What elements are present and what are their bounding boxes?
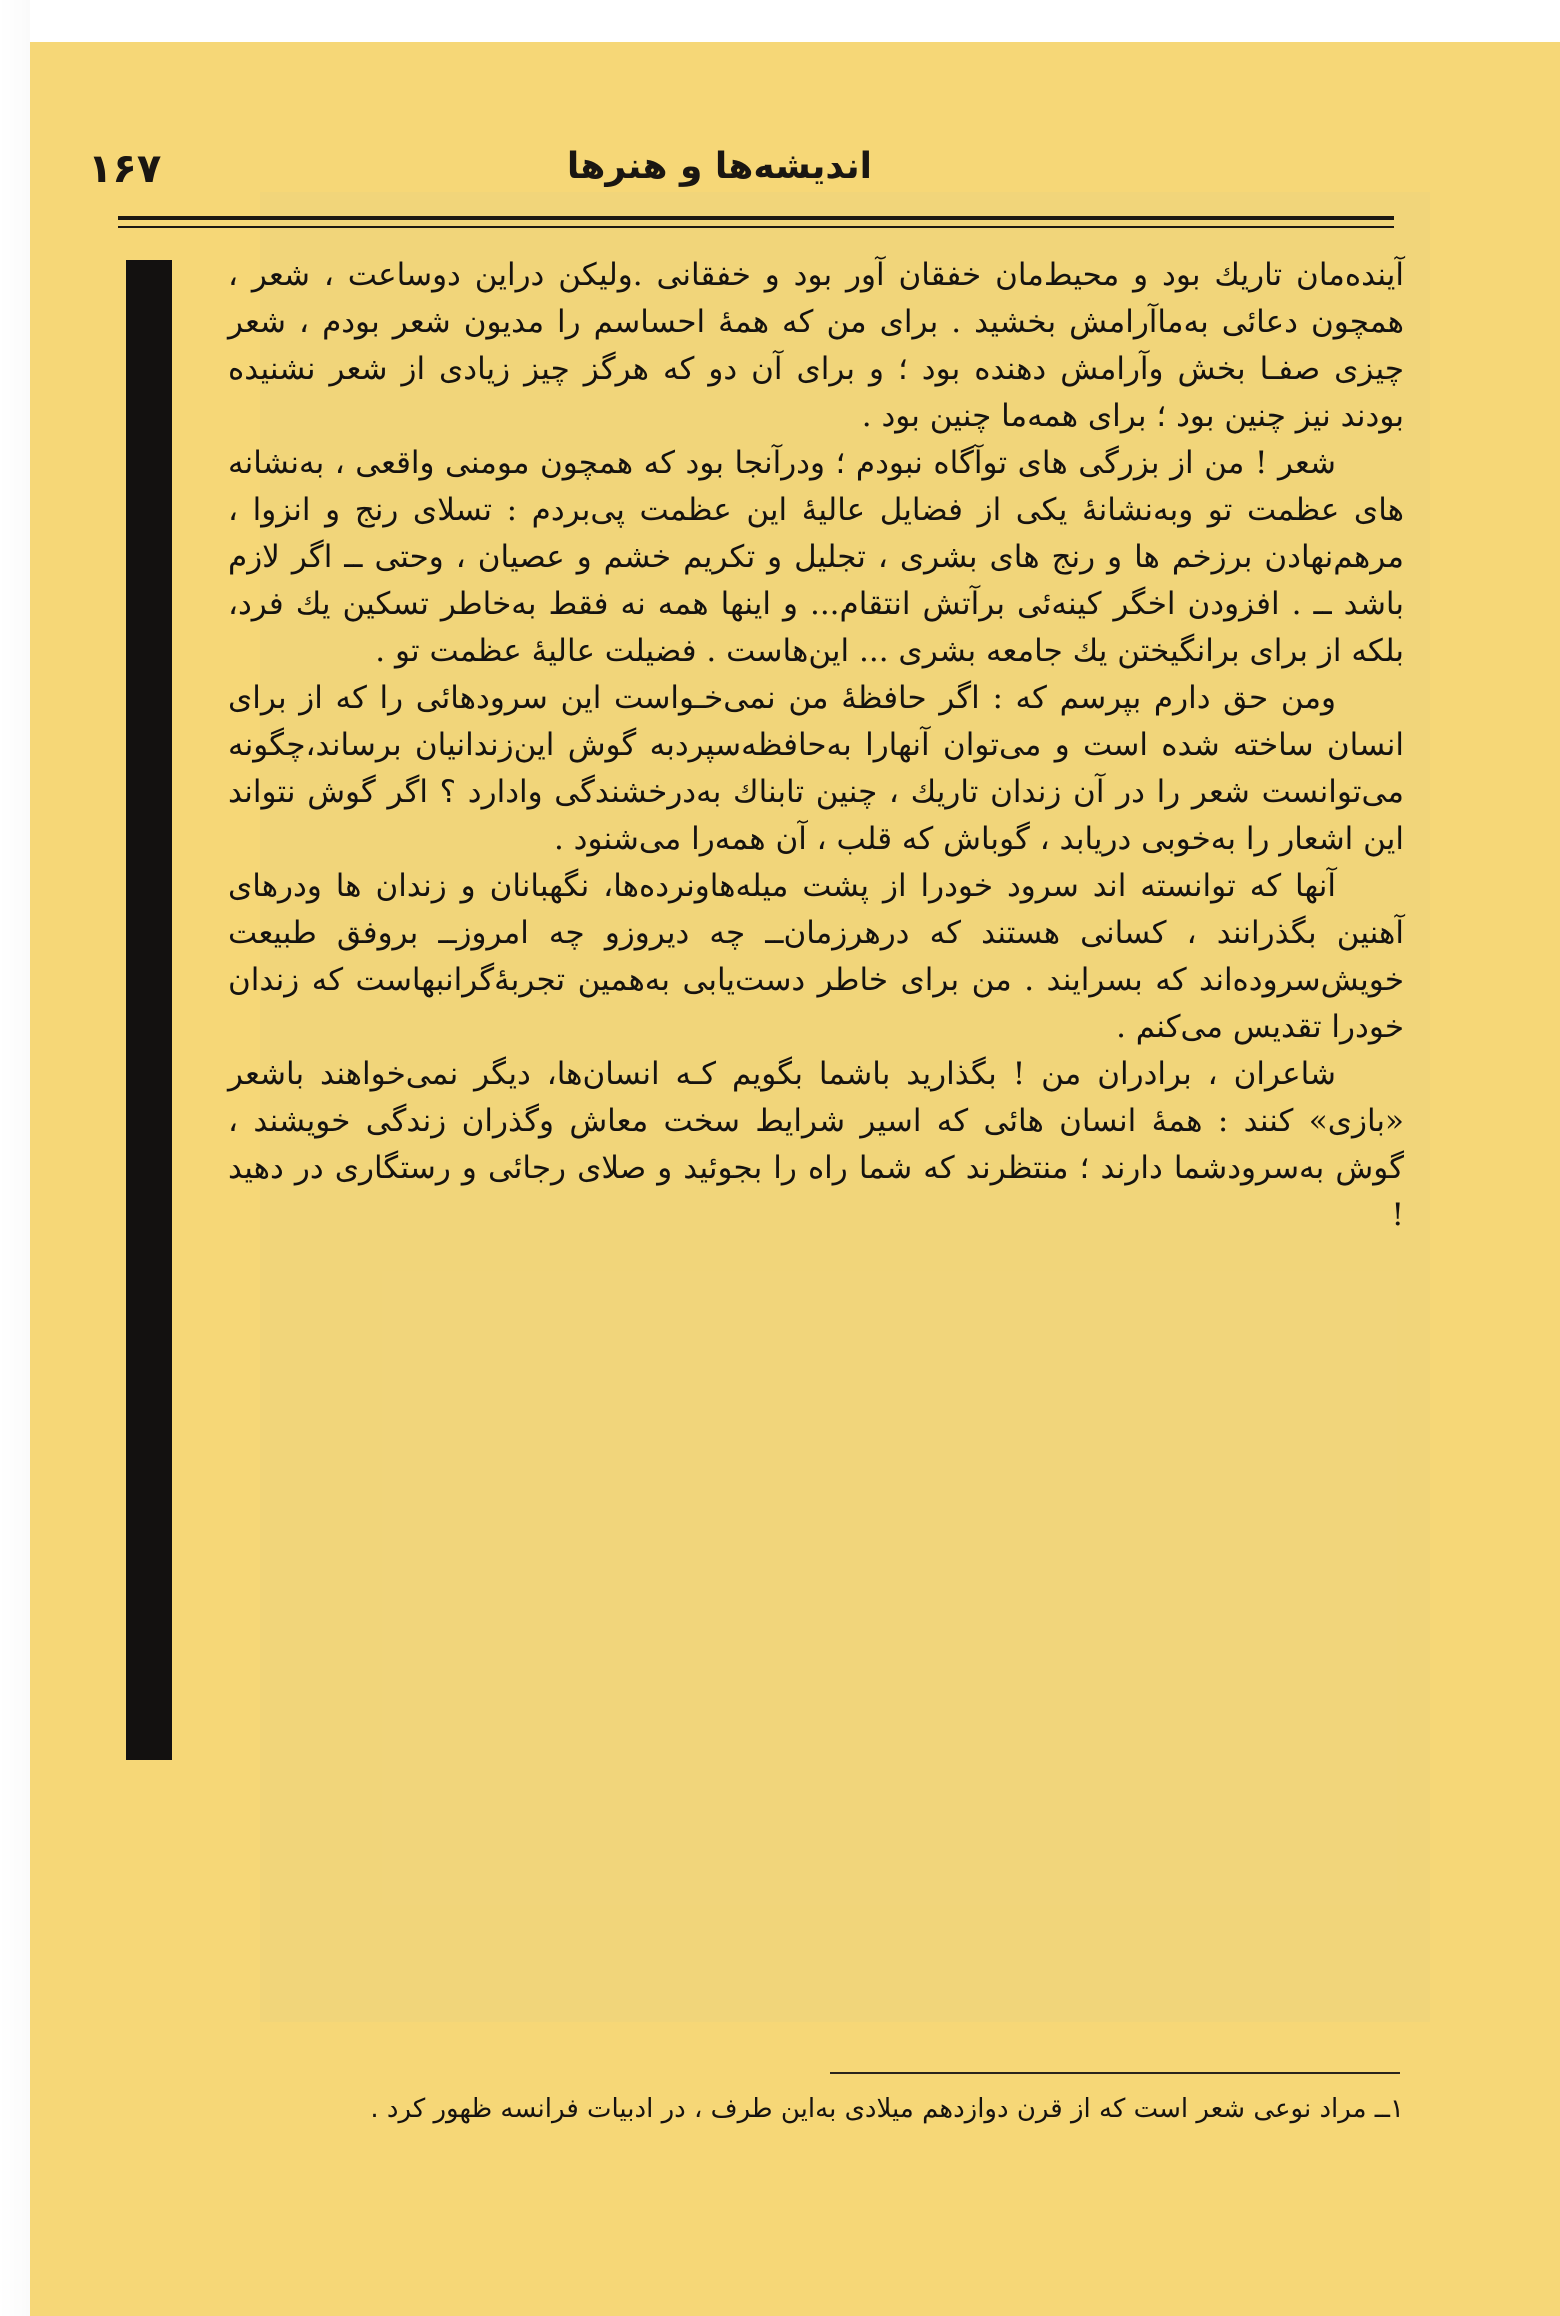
- margin-bar: [126, 260, 172, 1760]
- paragraph: آنها که توانسته اند سرود خودرا از پشت میله‌هاونرده‌ها، نگهبانان و زندان ها ودرهای آهنین بگذرانند ، کسانی هستند که درهرزمان‌ــ چه دیروزو چه امروز‌ــ بروفق طبیعت خویش‌سروده‌اند که بسرایند . من برای خاطر دست‌یابی به‌همین تجربهٔ‌گرانبهاست که زندان خودرا تقدیس می‌کنم .: [228, 868, 1404, 1045]
- paragraph: شعر ! من از بزرگی های توآگاه نبودم ؛ ودرآنجا بود که همچون مومنی واقعی ، به‌نشانه های عظمت تو وبه‌نشانهٔ یکی از فضایل عالیهٔ این عظمت پی‌بردم : تسلای رنج و انزوا ، مرهم‌نهادن برزخم ها و رنج های بشری ، تجلیل و تکریم خشم و عصیان ، وحتی ــ اگر لازم باشد ــ . افزودن اخگر کینه‌ئی برآتش انتقام... و اینها همه نه فقط به‌خاطر تسکین یك فرد، بلکه از برای برانگیختن یك جامعه بشری ... این‌هاست . فضیلت عالیهٔ عظمت تو .: [228, 445, 1404, 669]
- paragraph: شاعران ، برادران من ! بگذارید باشما بگویم کـه انسان‌ها، دیگر نمی‌خواهند باشعر «بازی» کنند : همهٔ انسان هائی که اسیر شرایط سخت معاش وگذران زندگی خویشند ، گوش به‌سرودشما دارند ؛ منتظرند که شما راه را بجوئید و صلای رجائی و رستگاری در دهید !: [228, 1056, 1404, 1233]
- paragraph: ومن حق دارم بپرسم که : اگر حافظهٔ من نمی‌خـواست این سرودهائی را که از برای انسان ساخته شده است و می‌توان آنهارا به‌حافظه‌سپردبه گوش این‌زندانیان برساند،چگونه می‌توانست شعر را در آن زندان تاریك ، چنین تابناك به‌درخشندگی وادارد ؟ اگر گوش نتواند این اشعار را به‌خوبی دریابد ، گوباش که قلب ، آن همه‌را می‌شنود .: [228, 680, 1404, 857]
- body-text: [228, 252, 1404, 1239]
- header-rule-thin: [118, 226, 1394, 228]
- scan-margin: [0, 0, 30, 2316]
- header-rule-thick: [118, 216, 1394, 220]
- footnote: ۱ــ مراد نوعی شعر است که از قرن دوازدهم میلادی به‌این طرف ، در ادبیات فرانسه ظهور کرد .: [370, 2094, 1404, 2124]
- footnote-rule: [830, 2072, 1400, 2074]
- running-title: اندیشه‌ها و هنرها: [566, 146, 872, 187]
- paragraph: آینده‌مان تاریك بود و محیط‌مان خفقان آور بود و خفقانی .ولیکن دراین دوساعت ، شعر ، همچون دعائی به‌ماآرامش بخشید . برای من که همهٔ احساسم را مدیون شعر بودم ، شعر چیزی صفـا بخش وآرامش دهنده بود ؛ و برای آن دو که هرگز چیز زیادی از شعر نشنیده بودند نیز چنین بود ؛ برای همه‌ما چنین بود .: [228, 257, 1404, 434]
- page-header: [88, 120, 1392, 210]
- page-number: ۱۶۷: [88, 146, 162, 192]
